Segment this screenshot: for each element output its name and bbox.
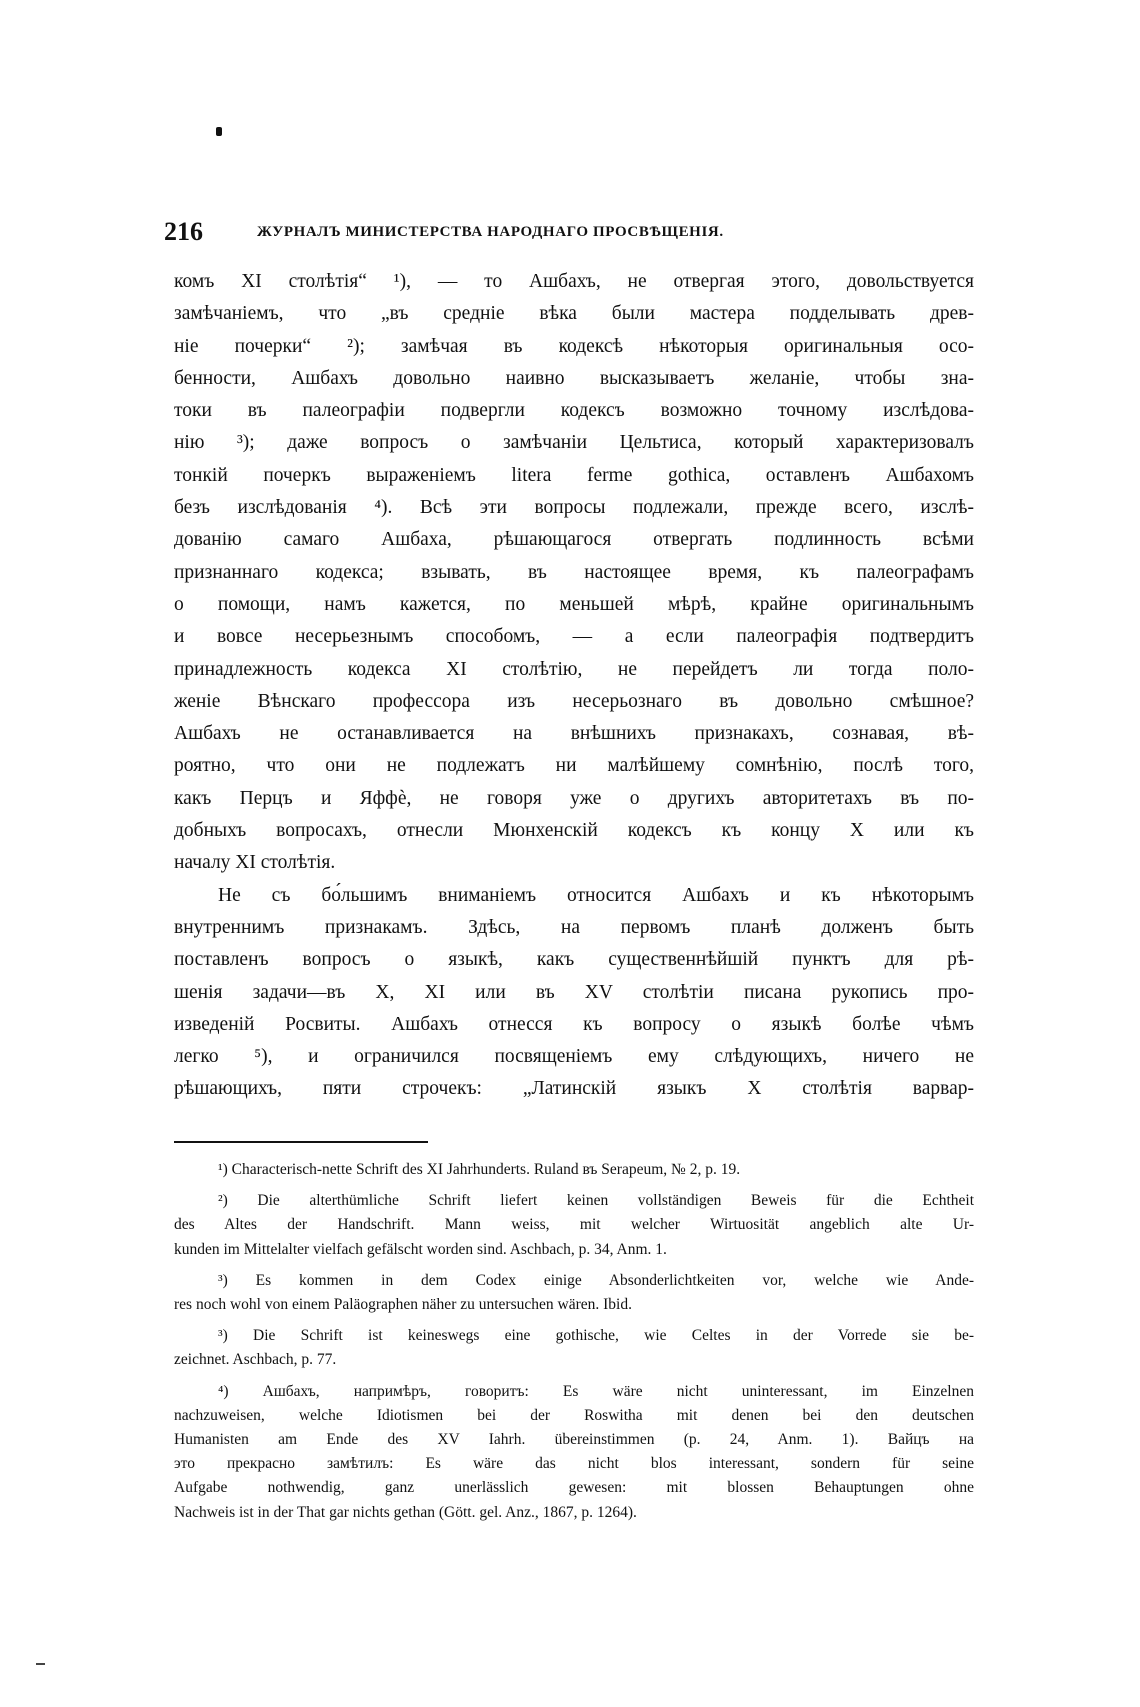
text-line: поставленъ вопросъ о языкѣ, какъ существеннѣйшій пунктъ для рѣ- xyxy=(174,949,974,971)
text-line: Ашбахъ не останавливается на внѣшнихъ признакахъ, сознавая, вѣ- xyxy=(174,723,974,745)
margin-dot-mark xyxy=(216,127,222,136)
page-header xyxy=(164,217,984,247)
text-line: принадлежность кодекса XI столѣтію, не перейдетъ ли тогда поло- xyxy=(174,658,974,680)
footnote-5: Aufgabe nothwendig, ganz unerlässlich gewesen: mit blossen Behauptungen ohne xyxy=(174,1479,974,1497)
text-line: внутреннимъ признакамъ. Здѣсь, на первомъ планѣ долженъ быть xyxy=(174,916,974,938)
text-line: безъ изслѣдованія ⁴). Всѣ эти вопросы подлежали, прежде всего, изслѣ- xyxy=(174,497,974,519)
text-line: замѣчаніемъ, что „въ средніе вѣка были мастера подделывать древ- xyxy=(174,303,974,325)
footnote-rule xyxy=(174,1141,428,1143)
text-line: бенности, Ашбахъ довольно наивно высказываетъ желаніе, чтобы зна- xyxy=(174,367,974,389)
footnote-4: zeichnet. Aschbach, p. 77. xyxy=(174,1351,337,1369)
text-line: роятно, что они не подлежатъ ни малѣйшему сомнѣнію, послѣ того, xyxy=(174,755,974,777)
footnote-5: Nachweis ist in der That gar nichts gethan (Gött. gel. Anz., 1867, p. 1264). xyxy=(174,1503,637,1521)
margin-dash-mark xyxy=(36,1663,45,1665)
footnote-5: nachzuweisen, welche Idiotismen bei der Roswitha mit denen bei den deutschen xyxy=(174,1406,974,1424)
text-line: ніе почерки“ ²); замѣчая въ кодексѣ нѣкоторыя оригинальныя осо- xyxy=(174,335,974,357)
footnotes xyxy=(174,1158,974,1525)
text-line: признаннаго кодекса; взывать, въ настоящее время, къ палеографамъ xyxy=(174,561,974,583)
text-line: женіе Вѣнскаго профессора изъ несерьознаго въ довольно смѣшное? xyxy=(174,690,974,712)
page-number: 216 xyxy=(164,217,203,246)
footnote-5: это прекрасно замѣтилъ: Es wäre das nicht blos interessant, sondern für seine xyxy=(174,1455,974,1473)
footnote-2: kunden im Mittelalter vielfach gefälscht worden sind. Aschbach, p. 34, Anm. 1. xyxy=(174,1240,667,1258)
text-line: дованію самаго Ашбаха, рѣшающагося отвергать подлинность всѣми xyxy=(174,529,974,551)
text-line: комъ XI столѣтія“ ¹), — то Ашбахъ, не отвергая этого, довольствуется xyxy=(174,271,974,292)
text-line: шенія задачи—въ X, XI или въ XV столѣтіи писана рукопись про- xyxy=(174,981,974,1003)
footnote-1: ¹) Characterisch-nette Schrift des XI Jahrhunderts. Ruland въ Serapeum, № 2, p. 19. xyxy=(218,1161,741,1178)
text-line: токи въ палеографіи подвергли кодексъ возможно точному изслѣдова- xyxy=(174,400,974,422)
footnote-5: ⁴) Ашбахъ, напримѣръ, говоритъ: Es wäre nicht uninteressant, im Einzelnen xyxy=(218,1382,974,1400)
text-line: и вовсе несерьезнымъ способомъ, — а если палеографія подтвердитъ xyxy=(174,626,974,648)
text-line: о помощи, намъ кажется, по меньшей мѣрѣ, крайне оригинальнымъ xyxy=(174,593,974,615)
footnote-4: ³) Die Schrift ist keineswegs eine gothische, wie Celtes in der Vorrede sie be- xyxy=(218,1327,974,1345)
text-line: тонкій почеркъ выраженіемъ litera ferme gothica, оставленъ Ашбахомъ xyxy=(174,464,974,486)
text-line: рѣшающихъ, пяти строчекъ: „Латинскій языкъ X столѣтія варвар- xyxy=(174,1078,974,1100)
text-line: добныхъ вопросахъ, отнесли Мюнхенскій кодексъ къ концу X или къ xyxy=(174,820,974,842)
footnote-3: res noch wohl von einem Paläographen näher zu untersuchen wären. Ibid. xyxy=(174,1296,632,1314)
text-line: Не съ бо́льшимъ вниманіемъ относится Ашбахъ и къ нѣкоторымъ xyxy=(218,884,974,906)
text-line: началу XI столѣтія. xyxy=(174,852,336,874)
footnote-2: des Altes der Handschrift. Mann weiss, mit welcher Wirtuosität angeblich alte Ur- xyxy=(174,1216,974,1234)
footnote-3: ³) Es kommen in dem Codex einige Absonderlichtkeiten vor, welche wie Ande- xyxy=(218,1271,974,1289)
running-head: ЖУРНАЛЪ МИНИСТЕРСТВА НАРОДНАГО ПРОСВѢЩЕНІЯ. xyxy=(257,224,724,240)
body-text xyxy=(174,266,974,1106)
text-line: какъ Перцъ и Яффѐ, не говоря уже о другихъ авторитетахъ въ по- xyxy=(174,787,974,809)
text-line: изведеній Росвиты. Ашбахъ отнесся къ вопросу о языкѣ болѣе чѣмъ xyxy=(174,1013,974,1035)
text-line: нію ³); даже вопросъ о замѣчаніи Цельтиса, который характеризовалъ xyxy=(174,432,974,454)
text-line: легко ⁵), и ограничился посвященіемъ ему слѣдующихъ, ничего не xyxy=(174,1046,974,1068)
footnote-2: ²) Die alterthümliche Schrift liefert keinen vollständigen Beweis für die Echtheit xyxy=(218,1192,974,1210)
footnote-5: Humanisten am Ende des XV Iahrh. übereinstimmen (p. 24, Anm. 1). Вайцъ на xyxy=(174,1431,974,1449)
